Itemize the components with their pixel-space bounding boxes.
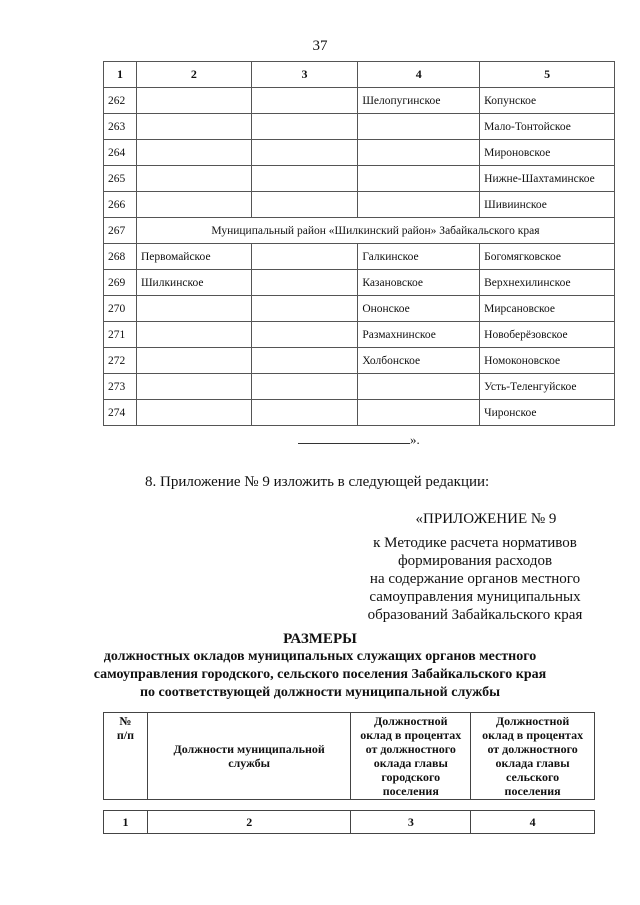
appendix-line: на содержание органов местного	[369, 571, 581, 587]
appendix-line: к Методике расчета нормативов	[373, 535, 577, 551]
table-cell	[136, 374, 251, 400]
settlements-table-header-row	[104, 62, 615, 88]
table-cell: Ононское	[358, 296, 480, 322]
table-cell: Первомайское	[136, 244, 251, 270]
heading-line: по соответствующей должности муниципальной службы	[139, 685, 501, 700]
table-row	[104, 140, 615, 166]
table-row	[104, 192, 615, 218]
table-row	[104, 270, 615, 296]
heading-title: РАЗМЕРЫ	[283, 631, 357, 647]
table-row	[104, 348, 615, 374]
table-cell	[251, 400, 358, 426]
row-number-cell: 271	[104, 322, 137, 348]
col-rural-header	[471, 713, 595, 800]
table-cell	[358, 374, 480, 400]
row-number-cell: 262	[104, 88, 137, 114]
salary-table-numbering	[103, 810, 595, 834]
header-line: поселения	[504, 784, 561, 798]
header-line: Должностной	[495, 714, 570, 728]
table-cell: Холбонское	[358, 348, 480, 374]
row-number-cell: 273	[104, 374, 137, 400]
header-cell: 1	[104, 62, 137, 88]
numbering-row	[104, 811, 595, 834]
table-row	[104, 296, 615, 322]
numbering-cell: 2	[147, 811, 351, 834]
row-number-cell: 272	[104, 348, 137, 374]
table-cell	[251, 348, 358, 374]
appendix-title: «ПРИЛОЖЕНИЕ № 9	[415, 511, 557, 527]
table-cell	[136, 400, 251, 426]
table-cell	[251, 88, 358, 114]
header-line: от должностного	[365, 742, 456, 756]
row-number-cell: 266	[104, 192, 137, 218]
header-line: оклада главы	[495, 756, 570, 770]
heading-line: самоуправления городского, сельского поселения Забайкальского края	[93, 667, 547, 682]
table-cell	[251, 296, 358, 322]
row-number-cell: 274	[104, 400, 137, 426]
header-line: оклад в процентах	[360, 728, 462, 742]
table-row	[104, 114, 615, 140]
appendix-block	[355, 510, 595, 624]
salary-table-header	[103, 712, 595, 800]
table-cell	[136, 166, 251, 192]
table-cell	[358, 400, 480, 426]
amendment-paragraph: 8. Приложение № 9 изложить в следующей редакции:	[145, 474, 490, 490]
numbering-cell: 4	[471, 811, 595, 834]
table-cell	[136, 192, 251, 218]
table-cell: Размахнинское	[358, 322, 480, 348]
col-position-header	[147, 713, 350, 800]
header-line: Должности муниципальной	[173, 742, 325, 756]
header-line: №	[119, 714, 132, 728]
table-cell: Шелопугинское	[358, 88, 480, 114]
header-cell: 4	[358, 62, 480, 88]
header-cell: 2	[136, 62, 251, 88]
blank-line	[298, 433, 410, 444]
header-line: Должностной	[374, 714, 448, 728]
table-row	[104, 400, 615, 426]
table-cell	[251, 244, 358, 270]
table-cell: Шилкинское	[136, 270, 251, 296]
table-cell: Чиронское	[480, 400, 615, 426]
table-cell	[136, 114, 251, 140]
numbering-cell: 3	[351, 811, 471, 834]
table-row	[104, 244, 615, 270]
table-cell: Галкинское	[358, 244, 480, 270]
district-heading-cell: Муниципальный район «Шилкинский район» Забайкальского края	[136, 218, 614, 244]
row-number-cell: 269	[104, 270, 137, 296]
row-number-cell: 264	[104, 140, 137, 166]
table-row	[104, 166, 615, 192]
numbering-cell: 1	[104, 811, 148, 834]
row-number-cell: 270	[104, 296, 137, 322]
section-heading	[90, 630, 550, 702]
table-cell	[136, 348, 251, 374]
header-cell: 5	[480, 62, 615, 88]
appendix-line: образований Забайкальского края	[367, 607, 583, 623]
header-line: оклад в процентах	[482, 728, 584, 742]
header-line: п/п	[116, 728, 135, 742]
table-cell	[136, 88, 251, 114]
table-cell: Шивиинское	[480, 192, 615, 218]
table-cell	[251, 270, 358, 296]
table-cell	[136, 322, 251, 348]
salary-header-row	[104, 713, 595, 800]
table-cell	[251, 166, 358, 192]
table-cell	[358, 166, 480, 192]
closing-quote: ».	[410, 432, 420, 447]
table-cell: Новоберёзовское	[480, 322, 615, 348]
header-line: оклада главы	[373, 756, 448, 770]
table-row	[104, 374, 615, 400]
col-number-header	[104, 713, 148, 800]
table-cell	[358, 140, 480, 166]
row-number-cell: 263	[104, 114, 137, 140]
table-cell: Мироновское	[480, 140, 615, 166]
table-cell: Нижне-Шахтаминское	[480, 166, 615, 192]
table-cell: Номоконовское	[480, 348, 615, 374]
closing-mark	[298, 432, 420, 448]
table-cell	[136, 140, 251, 166]
table-row	[104, 322, 615, 348]
header-line: поселения	[382, 784, 439, 798]
table-cell: Верхнехилинское	[480, 270, 615, 296]
table-row	[104, 218, 615, 244]
table-cell	[251, 374, 358, 400]
heading-line: должностных окладов муниципальных служащих органов местного	[103, 649, 537, 664]
table-cell	[251, 322, 358, 348]
header-line: городского	[381, 770, 441, 784]
table-cell	[358, 192, 480, 218]
header-line: сельского	[506, 770, 560, 784]
table-cell: Усть-Теленгуйское	[480, 374, 615, 400]
header-line: службы	[228, 756, 271, 770]
table-cell	[251, 114, 358, 140]
appendix-line: формирования расходов	[397, 553, 553, 569]
col-urban-header	[351, 713, 471, 800]
row-number-cell: 268	[104, 244, 137, 270]
table-cell: Богомягковское	[480, 244, 615, 270]
header-line: от должностного	[487, 742, 578, 756]
table-cell	[358, 114, 480, 140]
table-cell: Мирсановское	[480, 296, 615, 322]
table-cell	[136, 296, 251, 322]
settlements-table	[103, 61, 615, 426]
row-number-cell: 265	[104, 166, 137, 192]
table-row	[104, 88, 615, 114]
table-cell: Казановское	[358, 270, 480, 296]
row-number-cell: 267	[104, 218, 137, 244]
header-cell: 3	[251, 62, 358, 88]
appendix-line: самоуправления муниципальных	[369, 589, 581, 605]
page-number: 37	[312, 38, 328, 54]
table-cell: Мало-Тонтойское	[480, 114, 615, 140]
table-cell	[251, 192, 358, 218]
table-cell: Копунское	[480, 88, 615, 114]
table-cell	[251, 140, 358, 166]
